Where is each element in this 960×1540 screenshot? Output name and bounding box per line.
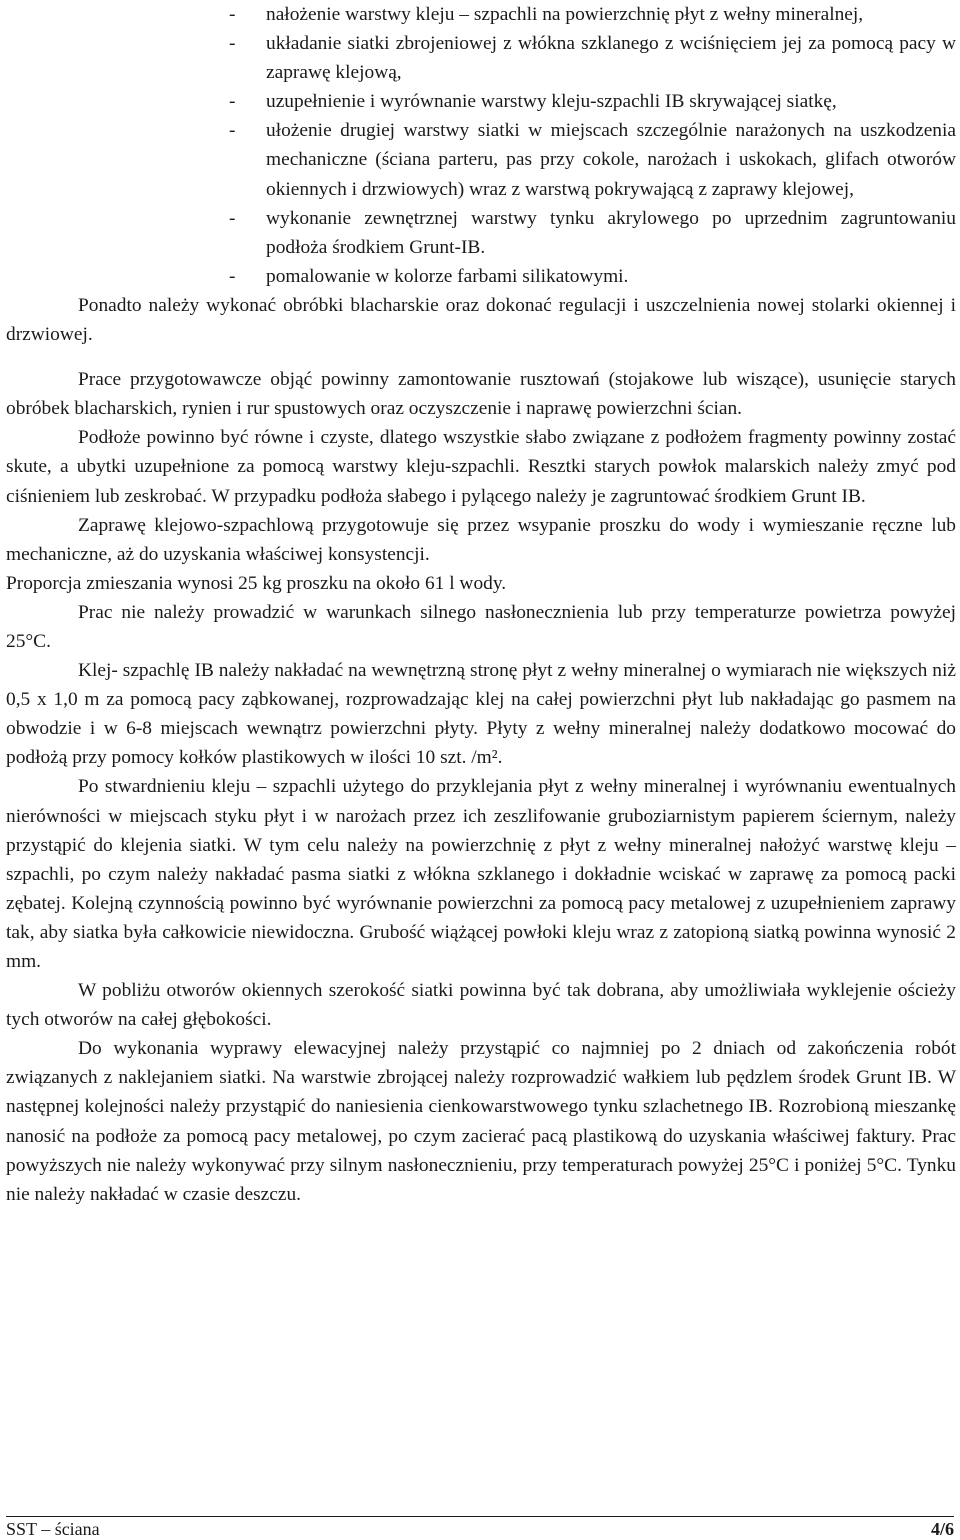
bullet-dash: - xyxy=(229,4,236,25)
paragraph: Proporcja zmieszania wynosi 25 kg proszku na około 61 l wody. xyxy=(6,572,507,594)
paragraph: Klej- szpachlę IB należy nakładać na wewnętrzną stronę płyt z wełny mineralnej o wymiarach nie większych niż 0,5 x 1,0 m za pomocą pacy ząbkowanej, rozprowadzając klej na całej powierzchni płyt lub nakładając go pasmem na obwodzie i w 6-8 miejscach wewnątrz powierzchni płyty. Płyty z wełny mineralnej należy dodatkowo mocować do podłożą przy pomocy kołków plastikowych w ilości 10 szt. /m². xyxy=(6,660,956,769)
list-item-text: układanie siatki zbrojeniowej z włókna szklanego z wciśnięciem jej za pomocą pacy w zaprawę klejową, xyxy=(266,33,956,84)
bullet-dash: - xyxy=(229,207,236,229)
bullet-dash: - xyxy=(229,265,236,287)
list-item-text: ułożenie drugiej warstwy siatki w miejscach szczególnie narażonych na uszkodzenia mechaniczne (ściana parteru, pas przy cokole, narożach i uskokach, glifach otworów okiennych i drzwiowych) wraz z warstwą pokrywającą z zaprawy klejowej, xyxy=(266,120,956,200)
list-item xyxy=(0,0,960,29)
page-footer xyxy=(6,1516,954,1540)
bullet-list xyxy=(0,0,960,291)
list-item-text: pomalowanie w kolorze farbami silikatowymi. xyxy=(266,265,629,287)
list-item-text: wykonanie zewnętrznej warstwy tynku akrylowego po uprzednim zagruntowaniu podłoża środkiem Grunt-IB. xyxy=(266,207,956,258)
paragraph: Prac nie należy prowadzić w warunkach silnego nasłonecznienia lub przy temperaturze powietrza powyżej 25°C. xyxy=(6,601,956,652)
paragraph: Do wykonania wyprawy elewacyjnej należy przystąpić co najmniej po 2 dniach od zakończenia robót związanych z naklejaniem siatki. Na warstwie zbrojącej należy rozprowadzić wałkiem lub pędzlem środek Grunt IB. W następnej kolejności należy przystąpić do naniesienia cienkowarstwowego tynku szlachetnego IB. Rozrobioną mieszankę nanosić na podłoże za pomocą pacy metalowej, po czym zacierać pacą plastikową do uzyskania właściwej faktury. Prac powyższych nie należy wykonywać przy silnym nasłonecznieniu, przy temperaturach powyżej 25°C i poniżej 5°C. Tynku nie należy nakładać w czasie deszczu. xyxy=(6,1038,956,1205)
paragraph: Prace przygotowawcze objąć powinny zamontowanie rusztowań (stojakowe lub wiszące), usunięcie starych obróbek blacharskich, rynien i rur spustowych oraz oczyszczenie i naprawę powierzchni ścian. xyxy=(6,369,956,420)
footer-document-title: SST – ściana xyxy=(6,1519,100,1539)
list-item xyxy=(0,87,960,116)
list-item-text: uzupełnienie i wyrównanie warstwy kleju-szpachli IB skrywającej siatkę, xyxy=(266,91,837,113)
page-number: 4/6 xyxy=(930,1519,954,1539)
paragraph: Podłoże powinno być równe i czyste, dlatego wszystkie słabo związane z podłożem fragmenty powinny zostać skute, a ubytki uzupełnione za pomocą warstwy kleju-szpachli. Resztki starych powłok malarskich należy zmyć pod ciśnieniem lub zeskrobać. W przypadku podłoża słabego i pylącego należy je zagruntować środkiem Grunt IB. xyxy=(6,427,956,507)
list-item-text: nałożenie warstwy kleju – szpachli na powierzchnię płyt z wełny mineralnej, xyxy=(266,4,864,25)
list-item xyxy=(0,116,960,203)
list-item xyxy=(0,29,960,87)
bullet-dash: - xyxy=(229,33,236,55)
list-item xyxy=(0,204,960,262)
list-item xyxy=(0,262,960,291)
bullet-dash: - xyxy=(229,120,236,142)
paragraph: Zaprawę klejowo-szpachlową przygotowuje się przez wsypanie proszku do wody i wymieszanie ręczne lub mechaniczne, aż do uzyskania właściwej konsystencji. xyxy=(6,514,956,565)
paragraph: Ponadto należy wykonać obróbki blacharskie oraz dokonać regulacji i uszczelnienia nowej stolarki okiennej i drzwiowej. xyxy=(6,294,956,346)
paragraph: W pobliżu otworów okiennych szerokość siatki powinna być tak dobrana, aby umożliwiała wyklejenie ościeży tych otworów na całej głębokości. xyxy=(6,980,956,1031)
bullet-dash: - xyxy=(229,91,236,113)
paragraph: Po stwardnieniu kleju – szpachli użytego do przyklejania płyt z wełny mineralnej i wyrównaniu ewentualnych nierówności w miejscach styku płyt i w narożach przez ich zeszlifowanie gruboziarnistym papierem ściernym, należy przystąpić do klejenia siatki. W tym celu należy na powierzchnię z płyt z wełny mineralnej nałożyć warstwę kleju – szpachli, po czym należy nakładać pasma siatki z włókna szklanego i dokładnie wciskać w zaprawę za pomocą packi zębatej. Kolejną czynnością powinno być wyrównanie powierzchni za pomocą pacy metalowej z uzupełnieniem zaprawy tak, aby siatka była całkowicie niewidoczna. Grubość wiążącej powłoki kleju wraz z zatopioną siatką powinna wynosić 2 mm. xyxy=(6,776,956,972)
